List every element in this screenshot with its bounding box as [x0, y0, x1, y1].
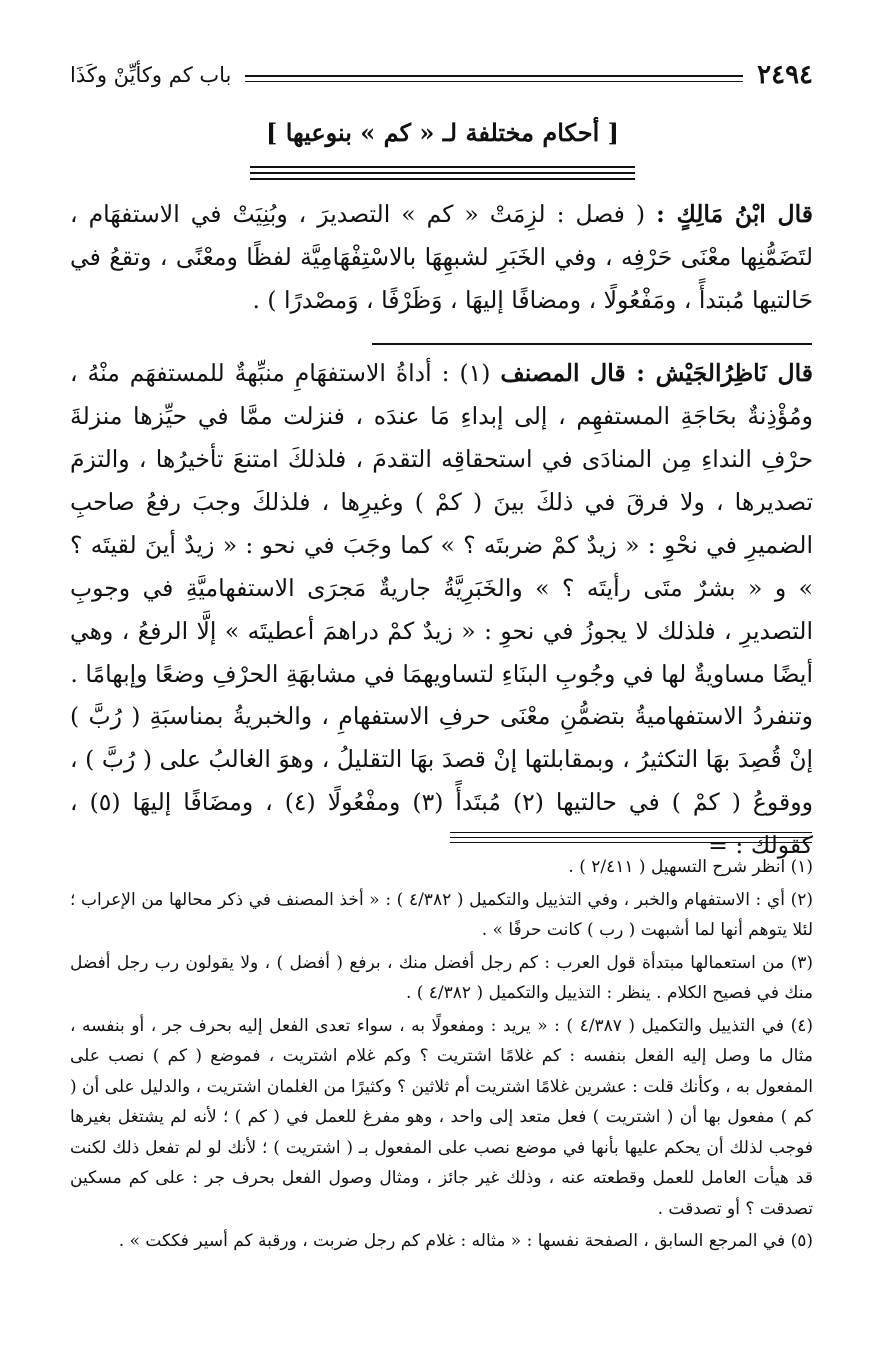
footnote-2: (٢) أي : الاستفهام والخبر ، وفي التذييل والتكميل ( ٤/٣٨٢ ) : « أخذ المصنف في ذكر محالها من الإعراب ؛ لئلا يتوهم أنها لما أشبهت ( رب ) كانت حرفًا » . [70, 889, 813, 940]
footnote-3: (٣) من استعمالها مبتدأة قول العرب : كم رجل أفضل منك ، برفع ( أفضل ) ، ولا يقولون رب رجل أفضل منك في فصيح الكلام . ينظر : التذييل والتكميل ( ٤/٣٨٢ ) . [70, 952, 813, 1003]
footnote-1: (١) انظر شرح التسهيل ( ٢/٤١١ ) . [568, 857, 813, 877]
header-rule [245, 75, 743, 82]
title-rule-top [250, 166, 635, 168]
footnote-5: (٥) في المرجع السابق ، الصفحة نفسها : « مثاله : غلام كم رجل ضربت ، ورقبة كم أسير فككت » . [118, 1231, 813, 1251]
footnote-rule-bottom [450, 842, 812, 843]
footnote-rule-top [450, 832, 812, 833]
footnote-rule-mid [450, 837, 812, 838]
paragraph-three: وتنفردُ الاستفهاميةُ بتضمُّنِ معْنَى حرفِ الاستفهامِ ، والخبريةُ بمناسبَةِ ( رُبَّ ) إنْ قُصِدَ بهَا التكثيرُ ، وبمقابلتها إنْ قصدَ بهَا التقليلُ ، وهوَ الغالبُ على ( رُبَّ ) ، ووقوعُ ( كمْ ) في حالتيها (٢) مُبتَدأً (٣) ومفْعُولًا (٤) ، ومضَافًا إليهَا (٥) ، كقولك : = [70, 702, 813, 859]
title-rule-bottom [250, 178, 635, 180]
footnote-4: (٤) في التذييل والتكميل ( ٤/٣٨٧ ) : « يريد : ومفعولًا به ، سواء تعدى الفعل إليه بحرف جر ، أو بنفسه ، مثال ما وصل إليه الفعل بنفسه : كم غلامًا اشتريت ؟ وكم غلام اشتريت ، فموضع ( كم ) نصب على المفعول به ، وكأنك قلت : عشرين غلامًا اشتريت أم ثلاثين ؟ وكثيرًا من الغلمان اشتريت ، والدليل على أن ( كم ) مفعول بها أن ( اشتريت ) فعل متعد إلى واحد ، وهو مفرغ للعمل في ( كم ) ؛ لأنه لم يشتغل بغيرها فوجب لذلك أن يحكم عليها بأنها في موضع نصب على المفعول بـ ( اشتريت ) ؛ لأنك لو لم تفعل ذلك لكنت قد هيأت العامل للعمل وقطعته عنه ، وذلك غير جائز ، ومثال وصول الفعل بحرف جر : على كم مسكين تصدقت ؟ أو تصدقت . [70, 1015, 814, 1219]
ibn-malik-author: قال ابْنُ مَالِكٍ : [656, 200, 813, 228]
nazir-text: : أداةُ الاستفهَامِ منبِّهةٌ للمستفهَم منْهُ ، ومُؤْذِنةٌ بحَاجَةِ المستفهِم ، إلى إبداءِ مَا عندَه ، فنزلت ممَّا في حيِّزها منزلةَ حرْفِ النداءِ مِن المنادَى في استحقاقِه التقدمَ ، فلذلكَ امتنعَ تأخيرُها ، والتزمَ تصديرها ، ولا فرقَ في ذلكَ بينَ ( كمْ ) وغيرِها ، فلذلكَ وجبَ رفعُ صاحبِ الضميرِ في نحْوِ : « زيدٌ كمْ ضربتَه ؟ » كما وجَبَ في نحو : « زيدٌ أينَ لقيتَه ؟ » و « بشرٌ متَى رأيتَه ؟ » والخَبَرِيَّةُ جاريةٌ مَجرَى الاستفهاميَّةِ في وجوبِ التصديرِ ، فلذلك لا يجوزُ في نحوِ : « زيدٌ كمْ دراهمَ أعطيتَه » إلَّا الرفعُ ، وهي أيضًا مساويةٌ لها في وجُوبِ البنَاءِ لتساويهمَا في مشابهَةِ الحرْفِ وضعًا وإبهامًا . [70, 359, 813, 688]
page-number: ٢٤٩٤ [757, 60, 813, 90]
section-separator [372, 343, 812, 345]
nazir-author: قال نَاظِرُالجَيْش : قال المصنف [500, 359, 813, 387]
ibn-malik-paragraph [70, 193, 813, 322]
section-title: [ أحكام مختلفة لـ « كم » بنوعيها ] [265, 118, 620, 147]
ibn-malik-text: ( فصل : لزِمَتْ « كم » التصديرَ ، وبُنِيَتْ في الاستفهَام ، لتَضَمُّنِها معْنَى حَرْفِه ، وفي الخَبَرِ لشبهِهَا بالاسْتِفْهَامِيَّة لفظًا ومعْنًى ، وتقعُ في حَالتيها مُبتدأً ، ومَفْعُولًا ، ومضافًا إليهَا ، وَظَرْفًا ، وَمصْدرًا ) . [70, 200, 813, 314]
title-rule-mid [250, 172, 635, 174]
footnotes [70, 852, 813, 1259]
footnote-ref-1: (١) [459, 359, 491, 387]
running-title: باب كم وكأيِّنْ وكَذَا [70, 63, 232, 87]
nazir-paragraph [70, 352, 813, 696]
running-header [70, 58, 813, 92]
